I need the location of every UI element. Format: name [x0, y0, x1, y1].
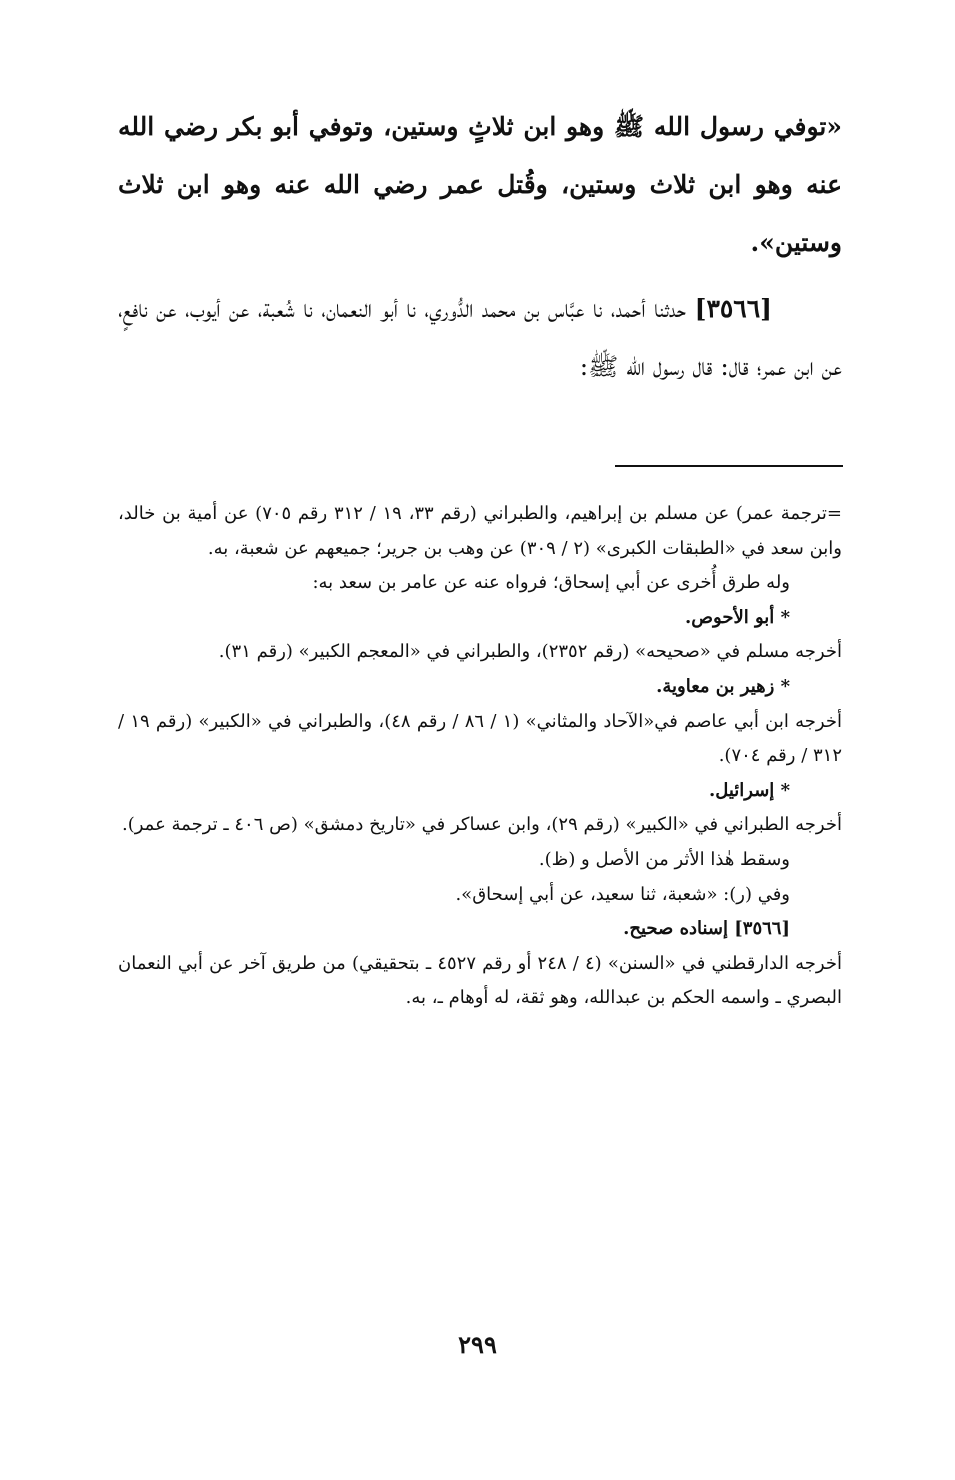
narration-paragraph: «توفي رسول الله ﷺ وهو ابن ثلاثٍ وستين، وتوفي أبو بكر رضي الله عنه وهو ابن ثلاث وستين، وقُتل عمر رضي الله عنه وهو ابن ثلاث وستين». — [118, 112, 842, 257]
footnotes — [118, 497, 842, 1016]
footnote-heading: [٣٥٦٦] إسناده صحيح. — [623, 918, 790, 940]
footnote-line: أخرجه الدارقطني في «السنن» (٤ / ٢٤٨ أو رقم ٤٥٢٧ ـ بتحقيقي) من طريق آخر عن أبي النعمان البصري ـ واسمه الحكم بن عبدالله، وهو ثقة، له أوهام ـ، به. — [118, 952, 842, 1009]
footnote-line: أخرجه ابن أبي عاصم في«الآحاد والمثاني» (١ / ٨٦ / رقم ٤٨)، والطبراني في «الكبير» (رقم ١٩ / ٣١٢ / رقم ٧٠٤). — [118, 710, 842, 767]
footnote-line: وفي (ر): «شعبة، ثنا سعيد، عن أبي إسحاق». — [455, 883, 790, 905]
footnote-line: أخرجه الطبراني في «الكبير» (رقم ٢٩)، وابن عساكر في «تاريخ دمشق» (ص ٤٠٦ ـ ترجمة عمر). — [121, 814, 842, 836]
footnote-line: =ترجمة عمر) عن مسلم بن إبراهيم، والطبراني (رقم ٣٣، ١٩ / ٣١٢ رقم ٧٠٥) عن أمية بن خالد، وابن سعد في «الطبقات الكبرى» (٢ / ٣٠٩) عن وهب بن جرير؛ جميعهم عن شعبة، به. — [118, 503, 842, 559]
hadith-paragraph — [118, 280, 842, 396]
hadith-text: حدثنا أحمد، نا عبَّاس بن محمد الدُّوري، نا أبو النعمان، نا شُعبة، عن أيوب، عن نافعٍ، عن ابن عمر؛ قال: قال رسول الله ﷺ: — [118, 294, 842, 381]
hadith-number: [٣٥٦٦] — [694, 294, 772, 323]
footnote-heading: * زهير بن معاوية. — [656, 675, 790, 697]
footnote-line: أخرجه مسلم في «صحيحه» (رقم ٢٣٥٢)، والطبراني في «المعجم الكبير» (رقم ٣١). — [218, 641, 842, 663]
main-text — [118, 98, 842, 396]
footnote-heading: * أبو الأحوص. — [685, 606, 790, 628]
footnote-divider — [615, 465, 843, 467]
footnote-heading: * إسرائيل. — [708, 779, 790, 801]
footnote-line: وسقط هٰذا الأثر من الأصل و (ظ). — [538, 848, 790, 870]
footnote-line: وله طرق أُخرى عن أبي إسحاق؛ فرواه عنه عن عامر بن سعد به: — [312, 572, 790, 594]
page-number: ٢٩٩ — [458, 1330, 497, 1359]
